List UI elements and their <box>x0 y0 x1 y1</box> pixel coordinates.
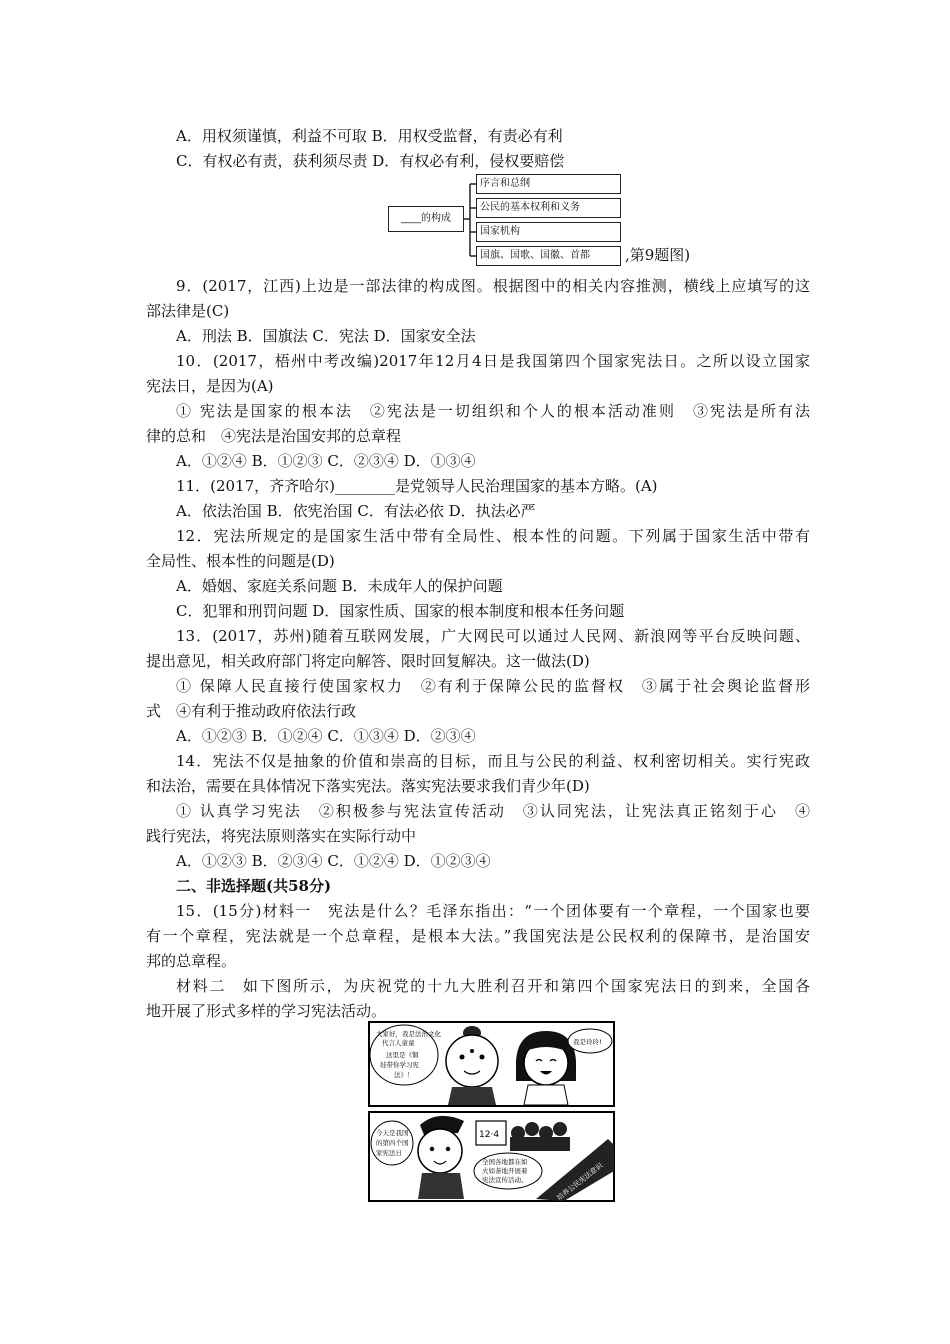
q11-stem: 11．(2017，齐齐哈尔)________是党领导人民治理国家的基本方略。(A) <box>176 477 658 495</box>
bubble-text: 家宪法日 <box>376 1149 402 1157</box>
bubble-text: 火如荼地开展着 <box>482 1167 528 1175</box>
q10-statements-2: 律的总和 ④宪法是治国安邦的总章程 <box>146 427 402 445</box>
law-structure-diagram <box>388 172 628 268</box>
diagram-root: ____的构成 <box>388 206 464 232</box>
q9-options: A．刑法 B．国旗法 C．宪法 D．国家安全法 <box>176 327 476 345</box>
q12-stem-1: 12．宪法所规定的是国家生活中带有全局性、根本性的问题。下列属于国家生活中带有 <box>176 527 810 545</box>
q15-material2-2: 地开展了形式多样的学习宪法活动。 <box>146 1002 387 1020</box>
q12-options-2: C．犯罪和刑罚问题 D．国家性质、国家的根本制度和根本任务问题 <box>176 602 625 620</box>
q15-material2-1: 材料二 如下图所示，为庆祝党的十九大胜利召开和第四个国家宪法日的到来，全国各 <box>176 977 810 995</box>
banner-text: 培养公民宪法意识 <box>555 1161 605 1203</box>
bubble-text: 的第四个国 <box>376 1139 409 1147</box>
q13-options: A．①②③ B．①②④ C．①③④ D．②③④ <box>176 727 476 745</box>
q13-stem-1: 13．(2017，苏州)随着互联网发展，广大网民可以通过人民网、新浪网等平台反映问题、 <box>176 627 810 645</box>
section-heading: 二、非选择题(共58分) <box>176 877 332 895</box>
q14-stem-1: 14．宪法不仅是抽象的价值和崇高的目标，而且与公民的利益、权利密切相关。实行宪政 <box>176 752 810 770</box>
bubble-text: 我是玲玲! <box>573 1038 602 1046</box>
q13-statements-2: 式 ④有利于推动政府依法行政 <box>146 702 357 720</box>
diagram-item: 序言和总纲 <box>476 174 621 194</box>
q14-statements-2: 践行宪法，将宪法原则落实在实际行动中 <box>146 827 417 845</box>
bubble-text: 全国各地都在如 <box>482 1158 528 1166</box>
diagram-item: 国旗、国歌、国徽、首都 <box>476 246 621 266</box>
q15-material1-1: 15．(15分)材料一 宪法是什么？毛泽东指出：“一个团体要有一个章程，一个国家也要 <box>176 902 810 920</box>
comic-illustration <box>368 1021 615 1203</box>
q9-stem-2: 部法律是(C) <box>146 302 230 320</box>
diagram-item: 公民的基本权利和义务 <box>476 198 621 218</box>
q9-stem-1: 9．(2017，江西)上边是一部法律的构成图。根据图中的相关内容推测，横线上应填写的这 <box>176 277 810 295</box>
figure-caption: ,第9题图) <box>625 246 691 264</box>
boy-with-hat-icon <box>418 1116 464 1199</box>
q15-material1-3: 邦的总章程。 <box>146 952 237 970</box>
q10-options: A．①②④ B．①②③ C．②③④ D．①③④ <box>176 452 476 470</box>
bubble-text: 法》！ <box>394 1071 414 1079</box>
bubble-text: 今天是我国 <box>376 1129 409 1137</box>
calendar-text: 12·4 <box>479 1130 500 1140</box>
q10-stem-1: 10．(2017，梧州中考改编)2017年12月4日是我国第四个国家宪法日。之所以设立国家 <box>176 352 810 370</box>
q11-options: A．依法治国 B．依宪治国 C．有法必依 D．执法必严 <box>176 502 536 520</box>
bubble-text: 代言人童童 <box>382 1039 415 1047</box>
q14-options: A．①②③ B．②③④ C．①②④ D．①②③④ <box>176 852 491 870</box>
diagram-item: 国家机构 <box>476 222 621 242</box>
q8-options-cd: C．有权必有责，获利须尽责 D．有权必有利，侵权要赔偿 <box>176 152 565 170</box>
bubble-text: 这里是《铜 <box>386 1051 419 1059</box>
constitution-comic <box>368 1021 615 1203</box>
q14-statements-1: ① 认真学习宪法 ②积极参与宪法宣传活动 ③认同宪法，让宪法真正铭刻于心 ④ <box>176 802 810 820</box>
q10-stem-2: 宪法日，是因为(A) <box>146 377 274 395</box>
q13-stem-2: 提出意见，相关政府部门将定向解答、限时回复解决。这一做法(D) <box>146 652 590 670</box>
q10-statements-1: ① 宪法是国家的根本法 ②宪法是一切组织和个人的根本活动准则 ③宪法是所有法 <box>176 402 810 420</box>
q12-options-1: A．婚姻、家庭关系问题 B．未成年人的保护问题 <box>176 577 503 595</box>
q12-stem-2: 全局性、根本性的问题是(D) <box>146 552 335 570</box>
q8-options-ab: A．用权须谨慎，利益不可取 B．用权受监督，有责必有利 <box>176 127 563 145</box>
q13-statements-1: ① 保障人民直接行使国家权力 ②有利于保障公民的监督权 ③属于社会舆论监督形 <box>176 677 810 695</box>
bubble-text: 大家好，我是法治文化 <box>376 1030 441 1038</box>
q15-material1-2: 有一个章程，宪法就是一个总章程，是根本大法。”我国宪法是公民权利的保障书，是治国安 <box>146 927 810 945</box>
q14-stem-2: 和法治，需要在具体情况下落实宪法。落实宪法要求我们青少年(D) <box>146 777 590 795</box>
bubble-text: 娃带你学习宪 <box>380 1061 419 1069</box>
bubble-text: 宪法宣传活动。 <box>482 1176 528 1184</box>
